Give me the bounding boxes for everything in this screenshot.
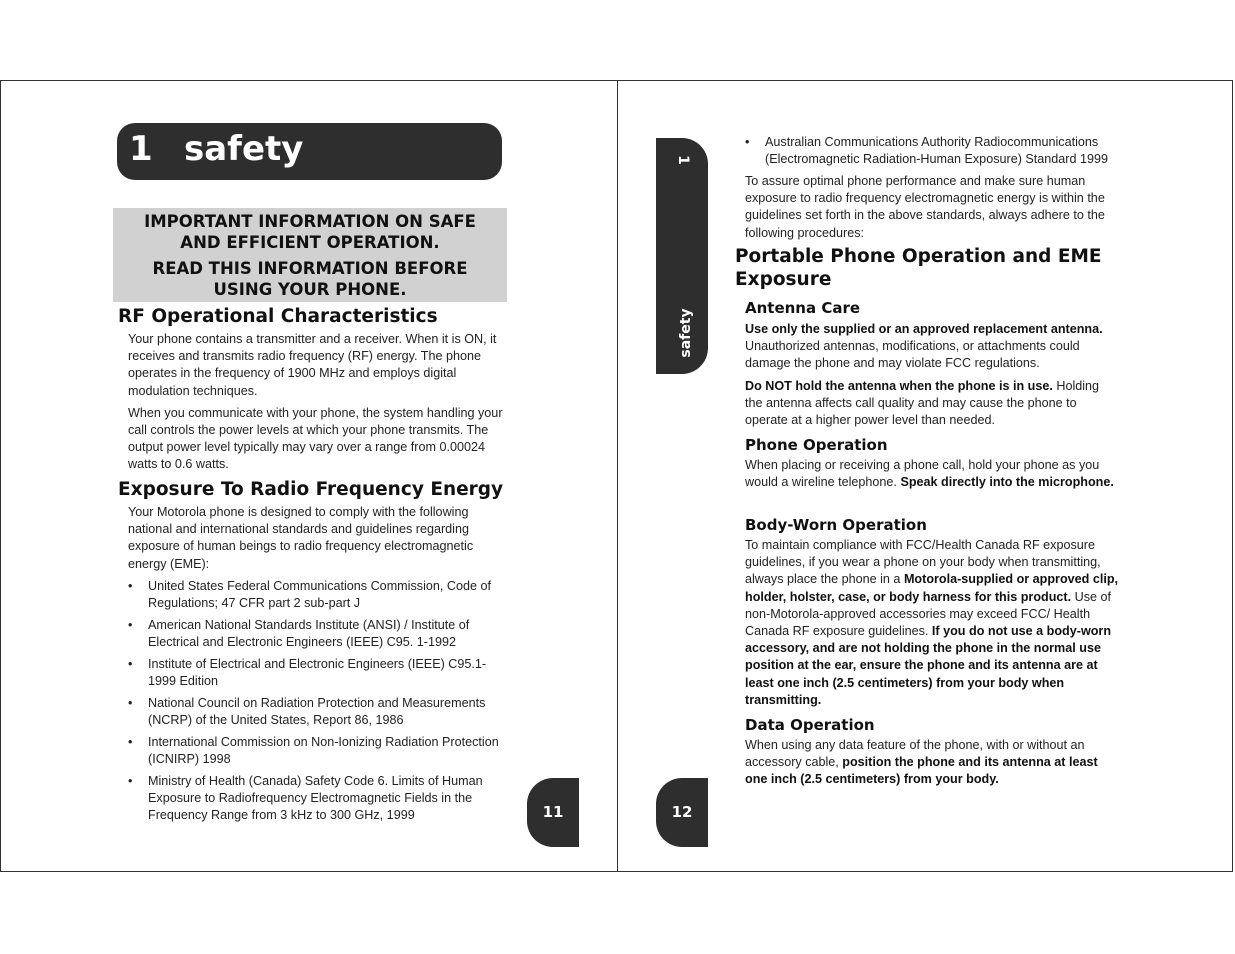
side-tab-label: safety: [678, 308, 694, 358]
body-worn-body: [745, 537, 1120, 714]
body-worn-emphasis-2: If you do not use a body-worn accessory, and are not holding the phone in the normal use position at the ear, ensure the phone and its antenna are at least one inch (2.5 centimeters) from your body when transmitting.: [745, 624, 1112, 707]
intro-paragraph: To assure optimal phone performance and make sure human exposure to radio frequency electromagnetic energy is within the guidelines set forth in the above standards, always adhere to the following procedures:: [745, 174, 1105, 240]
phone-operation-heading: Phone Operation: [745, 436, 888, 454]
antenna-care-heading: Antenna Care: [745, 299, 861, 317]
notice-line-1: IMPORTANT INFORMATION ON SAFE AND EFFICIENT OPERATION.: [144, 212, 476, 252]
antenna-care-body: [745, 321, 1120, 434]
important-notice: [113, 208, 507, 302]
data-operation-text: When using any data feature of the phone, with or without an accessory cable,: [745, 738, 1085, 770]
australian-standard-list: [745, 134, 1120, 173]
intro-body: [745, 173, 1120, 247]
body-worn-paragraph: [745, 537, 1120, 709]
list-item: • Australian Communications Authority Radiocommunications (Electromagnetic Radiation-Human Exposure) Standard 1999: [745, 134, 1120, 168]
data-operation-body: [745, 737, 1120, 794]
chapter-header: [117, 123, 502, 180]
antenna-paragraph-2: [745, 378, 1120, 430]
phone-operation-body: [745, 457, 1120, 496]
data-operation-paragraph: [745, 737, 1120, 789]
page-number-left: [527, 778, 579, 847]
body-worn-emphasis-1: Motorola-supplied or approved clip, holder, holster, case, or body harness for this product.: [745, 572, 1119, 604]
chapter-number: 1: [129, 129, 153, 169]
body-worn-text-2: Use of non-Motorola-approved accessories may exceed FCC/ Health Canada RF exposure guidelines.: [745, 589, 1112, 639]
list-item: • American National Standards Institute (ANSI) / Institute of Electrical and Electronic Engineers (IEEE) C95. 1-1992: [128, 617, 503, 651]
phone-operation-paragraph: [745, 457, 1120, 491]
rf-paragraph-1: Your phone contains a transmitter and a receiver. When it is ON, it receives and transmits radio frequency (RF) energy. The phone operates in the frequency of 1900 MHz and employs digital modulation techniques.: [128, 332, 497, 398]
chapter-title: safety: [184, 129, 304, 169]
notice-line-2: READ THIS INFORMATION BEFORE USING YOUR PHONE.: [152, 259, 468, 299]
chapter-side-tab: [656, 138, 708, 374]
portable-operation-heading: Portable Phone Operation and EME Exposure: [735, 246, 1102, 290]
exposure-heading: Exposure To Radio Frequency Energy: [118, 479, 504, 500]
exposure-body: [128, 504, 503, 578]
rf-paragraph-2: When you communicate with your phone, the system handling your call controls the power levels at which your phone transmits. The output power level typically may vary over a range from 0.00024 watts to 0.6 watts.: [128, 405, 503, 472]
standards-list: [128, 578, 503, 829]
body-worn-text-1: To maintain compliance with FCC/Health Canada RF exposure guidelines, if you wear a phone on your body when transmitting, always place the phone in a: [745, 538, 1101, 587]
phone-operation-text: When placing or receiving a phone call, hold your phone as you would a wireline telephone.: [745, 458, 1100, 490]
side-tab-number: 1: [675, 155, 691, 165]
data-operation-emphasis: position the phone and its antenna at least one inch (2.5 centimeters) from your body.: [745, 755, 1098, 787]
antenna-paragraph-1: [745, 321, 1120, 373]
rf-heading: RF Operational Characteristics: [118, 306, 438, 327]
body-worn-heading: Body-Worn Operation: [745, 516, 927, 534]
phone-operation-emphasis: Speak directly into the microphone.: [900, 475, 1114, 490]
antenna-text-2: Holding the antenna affects call quality and may cause the phone to operate at a higher power level than needed.: [745, 378, 1100, 428]
antenna-text-1: Unauthorized antennas, modifications, or attachments could damage the phone and may violate FCC regulations.: [745, 339, 1080, 371]
list-item: • Institute of Electrical and Electronic Engineers (IEEE) C95.1-1999 Edition: [128, 656, 503, 690]
page-number-left-label: 11: [542, 803, 564, 821]
data-operation-heading: Data Operation: [745, 716, 875, 734]
page-number-right-label: 12: [671, 803, 693, 821]
antenna-warning-1: Use only the supplied or an approved replacement antenna.: [745, 322, 1103, 336]
antenna-warning-2: Do NOT hold the antenna when the phone is in use.: [745, 378, 1053, 393]
list-item: • National Council on Radiation Protection and Measurements (NCRP) of the United States, Report 86, 1986: [128, 695, 503, 729]
exposure-paragraph: Your Motorola phone is designed to comply with the following national and international standards and guidelines regarding exposure of human beings to radio frequency electromagnetic energy (EME):: [128, 505, 474, 571]
rf-body: [128, 331, 503, 479]
list-item: • International Commission on Non-Ionizing Radiation Protection (ICNIRP) 1998: [128, 734, 503, 768]
list-item: • United States Federal Communications Commission, Code of Regulations; 47 CFR part 2 sub-part J: [128, 578, 503, 612]
page-number-right: [656, 778, 708, 847]
page-divider: [617, 80, 618, 872]
list-item: • Ministry of Health (Canada) Safety Code 6. Limits of Human Exposure to Radiofrequency Electromagnetic Fields in the Frequency Range from 3 kHz to 300 GHz, 1999: [128, 773, 503, 825]
